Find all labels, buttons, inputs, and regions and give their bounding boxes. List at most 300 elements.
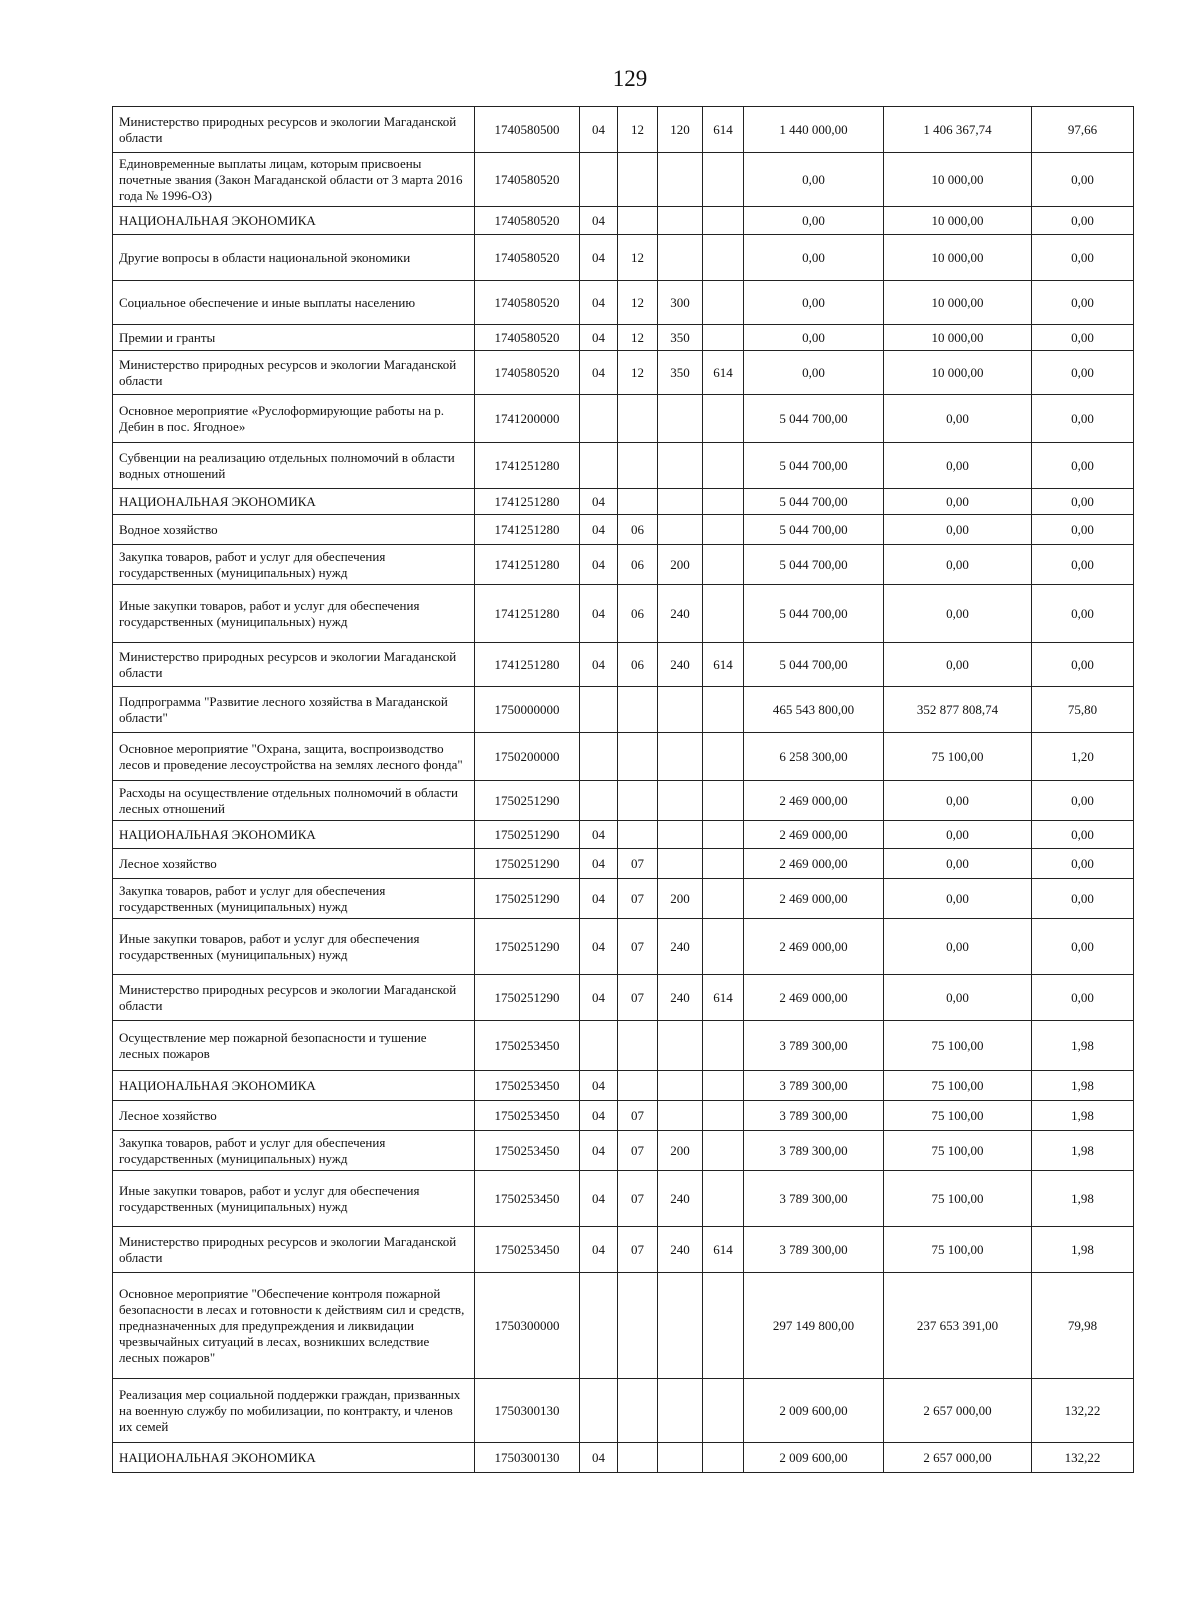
cell-plan-amount: 0,00: [744, 325, 884, 351]
cell-rz: [580, 781, 618, 821]
cell-percent: 0,00: [1032, 395, 1134, 443]
cell-grbs: [703, 919, 744, 975]
cell-rz: 04: [580, 545, 618, 585]
cell-vr: [658, 1443, 703, 1473]
cell-vr: 350: [658, 351, 703, 395]
cell-grbs: [703, 545, 744, 585]
cell-pr: [618, 1379, 658, 1443]
cell-plan-amount: 5 044 700,00: [744, 585, 884, 643]
cell-vr: 240: [658, 1227, 703, 1273]
cell-plan-amount: 2 469 000,00: [744, 781, 884, 821]
cell-csr: 1750251290: [475, 781, 580, 821]
cell-percent: 0,00: [1032, 443, 1134, 489]
cell-percent: 0,00: [1032, 207, 1134, 235]
cell-plan-amount: 3 789 300,00: [744, 1131, 884, 1171]
cell-percent: 0,00: [1032, 643, 1134, 687]
cell-plan-amount: 0,00: [744, 153, 884, 207]
page-number: 129: [612, 66, 648, 91]
cell-grbs: [703, 879, 744, 919]
table-row: [113, 235, 1134, 281]
cell-percent: 132,22: [1032, 1443, 1134, 1473]
row-name: Другие вопросы в области национальной экономики: [113, 235, 475, 281]
cell-executed-amount: 237 653 391,00: [884, 1273, 1032, 1379]
cell-percent: 0,00: [1032, 325, 1134, 351]
cell-executed-amount: 0,00: [884, 545, 1032, 585]
cell-vr: [658, 1379, 703, 1443]
table-row: [113, 545, 1134, 585]
cell-vr: [658, 1071, 703, 1101]
cell-percent: 0,00: [1032, 281, 1134, 325]
cell-percent: 79,98: [1032, 1273, 1134, 1379]
cell-pr: [618, 207, 658, 235]
table-row: [113, 281, 1134, 325]
cell-percent: 0,00: [1032, 545, 1134, 585]
cell-plan-amount: 5 044 700,00: [744, 515, 884, 545]
row-name: НАЦИОНАЛЬНАЯ ЭКОНОМИКА: [113, 207, 475, 235]
cell-pr: 06: [618, 643, 658, 687]
cell-pr: [618, 1443, 658, 1473]
cell-vr: [658, 395, 703, 443]
cell-grbs: 614: [703, 1227, 744, 1273]
table-row: [113, 687, 1134, 733]
cell-vr: [658, 733, 703, 781]
cell-executed-amount: 75 100,00: [884, 1171, 1032, 1227]
cell-executed-amount: 0,00: [884, 781, 1032, 821]
row-name: Иные закупки товаров, работ и услуг для обеспечения государственных (муниципальных) нужд: [113, 585, 475, 643]
cell-percent: 0,00: [1032, 585, 1134, 643]
cell-rz: 04: [580, 107, 618, 153]
cell-grbs: 614: [703, 351, 744, 395]
cell-executed-amount: 75 100,00: [884, 733, 1032, 781]
table-row: [113, 325, 1134, 351]
cell-vr: [658, 781, 703, 821]
row-name: Реализация мер социальной поддержки граждан, призванных на военную службу по мобилизации, по контракту, и членов их семей: [113, 1379, 475, 1443]
cell-plan-amount: 5 044 700,00: [744, 545, 884, 585]
cell-executed-amount: 2 657 000,00: [884, 1443, 1032, 1473]
row-name: Основное мероприятие "Обеспечение контроля пожарной безопасности в лесах и готовности к действиям сил и средств, предназначенных для предупреждения и ликвидации чрезвычайных ситуаций в лесах, возникших вследствие лесных пожаров": [113, 1273, 475, 1379]
cell-csr: 1750253450: [475, 1071, 580, 1101]
cell-executed-amount: 1 406 367,74: [884, 107, 1032, 153]
cell-plan-amount: 0,00: [744, 281, 884, 325]
cell-csr: 1750253450: [475, 1021, 580, 1071]
cell-plan-amount: 3 789 300,00: [744, 1021, 884, 1071]
row-name: НАЦИОНАЛЬНАЯ ЭКОНОМИКА: [113, 489, 475, 515]
cell-pr: [618, 687, 658, 733]
table-row: [113, 849, 1134, 879]
cell-vr: [658, 235, 703, 281]
cell-executed-amount: 0,00: [884, 585, 1032, 643]
cell-rz: [580, 1021, 618, 1071]
table-row: [113, 879, 1134, 919]
table-row: [113, 207, 1134, 235]
cell-csr: 1750300130: [475, 1443, 580, 1473]
cell-csr: 1740580520: [475, 351, 580, 395]
cell-pr: 07: [618, 849, 658, 879]
cell-percent: 1,20: [1032, 733, 1134, 781]
cell-pr: 07: [618, 975, 658, 1021]
table-row: [113, 733, 1134, 781]
row-name: Закупка товаров, работ и услуг для обеспечения государственных (муниципальных) нужд: [113, 879, 475, 919]
cell-grbs: [703, 281, 744, 325]
cell-csr: 1750200000: [475, 733, 580, 781]
cell-rz: 04: [580, 1101, 618, 1131]
row-name: Субвенции на реализацию отдельных полномочий в области водных отношений: [113, 443, 475, 489]
table-row: [113, 975, 1134, 1021]
table-row: [113, 153, 1134, 207]
cell-executed-amount: 0,00: [884, 821, 1032, 849]
cell-grbs: [703, 585, 744, 643]
cell-vr: [658, 515, 703, 545]
cell-percent: 0,00: [1032, 489, 1134, 515]
table-row: [113, 395, 1134, 443]
cell-executed-amount: 75 100,00: [884, 1021, 1032, 1071]
cell-plan-amount: 465 543 800,00: [744, 687, 884, 733]
cell-plan-amount: 3 789 300,00: [744, 1171, 884, 1227]
cell-vr: 240: [658, 975, 703, 1021]
cell-grbs: [703, 1101, 744, 1131]
cell-percent: 0,00: [1032, 235, 1134, 281]
cell-percent: 1,98: [1032, 1021, 1134, 1071]
cell-pr: [618, 1071, 658, 1101]
cell-executed-amount: 10 000,00: [884, 153, 1032, 207]
cell-grbs: [703, 1443, 744, 1473]
cell-plan-amount: 3 789 300,00: [744, 1101, 884, 1131]
cell-grbs: [703, 1071, 744, 1101]
row-name: Единовременные выплаты лицам, которым присвоены почетные звания (Закон Магаданской области от 3 марта 2016 года № 1996-ОЗ): [113, 153, 475, 207]
cell-pr: 06: [618, 585, 658, 643]
cell-executed-amount: 0,00: [884, 515, 1032, 545]
cell-vr: 200: [658, 545, 703, 585]
cell-executed-amount: 10 000,00: [884, 281, 1032, 325]
table-row: [113, 1131, 1134, 1171]
cell-executed-amount: 0,00: [884, 849, 1032, 879]
table-row: [113, 1171, 1134, 1227]
cell-rz: 04: [580, 821, 618, 849]
cell-percent: 97,66: [1032, 107, 1134, 153]
cell-csr: 1740580500: [475, 107, 580, 153]
cell-vr: 240: [658, 919, 703, 975]
cell-rz: 04: [580, 325, 618, 351]
cell-rz: 04: [580, 351, 618, 395]
cell-rz: 04: [580, 1227, 618, 1273]
cell-plan-amount: 2 469 000,00: [744, 849, 884, 879]
table-row: [113, 919, 1134, 975]
row-name: Министерство природных ресурсов и экологии Магаданской области: [113, 107, 475, 153]
cell-grbs: [703, 325, 744, 351]
cell-vr: 240: [658, 1171, 703, 1227]
cell-percent: 1,98: [1032, 1101, 1134, 1131]
cell-executed-amount: 0,00: [884, 919, 1032, 975]
cell-executed-amount: 75 100,00: [884, 1071, 1032, 1101]
cell-pr: 06: [618, 515, 658, 545]
table-row: [113, 1379, 1134, 1443]
cell-csr: 1740580520: [475, 207, 580, 235]
cell-csr: 1750253450: [475, 1131, 580, 1171]
table-row: [113, 585, 1134, 643]
cell-percent: 132,22: [1032, 1379, 1134, 1443]
cell-pr: [618, 443, 658, 489]
cell-grbs: [703, 1131, 744, 1171]
cell-vr: 200: [658, 1131, 703, 1171]
cell-executed-amount: 75 100,00: [884, 1101, 1032, 1131]
row-name: Лесное хозяйство: [113, 1101, 475, 1131]
cell-vr: 120: [658, 107, 703, 153]
cell-rz: [580, 687, 618, 733]
cell-csr: 1741251280: [475, 643, 580, 687]
table-row: [113, 489, 1134, 515]
table-row: [113, 1021, 1134, 1071]
cell-pr: [618, 489, 658, 515]
table-row: [113, 821, 1134, 849]
cell-grbs: [703, 821, 744, 849]
cell-rz: [580, 153, 618, 207]
cell-percent: 1,98: [1032, 1071, 1134, 1101]
cell-csr: 1750251290: [475, 879, 580, 919]
cell-rz: 04: [580, 489, 618, 515]
cell-grbs: [703, 207, 744, 235]
cell-grbs: [703, 1379, 744, 1443]
table-row: [113, 1273, 1134, 1379]
cell-pr: [618, 1021, 658, 1071]
row-name: НАЦИОНАЛЬНАЯ ЭКОНОМИКА: [113, 1443, 475, 1473]
cell-plan-amount: 297 149 800,00: [744, 1273, 884, 1379]
cell-percent: 75,80: [1032, 687, 1134, 733]
cell-plan-amount: 2 009 600,00: [744, 1443, 884, 1473]
cell-rz: 04: [580, 585, 618, 643]
cell-executed-amount: 10 000,00: [884, 235, 1032, 281]
cell-executed-amount: 352 877 808,74: [884, 687, 1032, 733]
cell-pr: 12: [618, 107, 658, 153]
row-name: Осуществление мер пожарной безопасности и тушение лесных пожаров: [113, 1021, 475, 1071]
table-row: [113, 1071, 1134, 1101]
cell-rz: [580, 733, 618, 781]
cell-percent: 0,00: [1032, 975, 1134, 1021]
cell-grbs: [703, 515, 744, 545]
row-name: НАЦИОНАЛЬНАЯ ЭКОНОМИКА: [113, 1071, 475, 1101]
cell-percent: 0,00: [1032, 153, 1134, 207]
cell-executed-amount: 0,00: [884, 443, 1032, 489]
cell-pr: 12: [618, 351, 658, 395]
cell-plan-amount: 1 440 000,00: [744, 107, 884, 153]
cell-plan-amount: 2 009 600,00: [744, 1379, 884, 1443]
cell-plan-amount: 3 789 300,00: [744, 1227, 884, 1273]
cell-rz: 04: [580, 919, 618, 975]
cell-csr: 1750251290: [475, 975, 580, 1021]
cell-vr: [658, 443, 703, 489]
cell-grbs: 614: [703, 975, 744, 1021]
row-name: Основное мероприятие "Охрана, защита, воспроизводство лесов и проведение лесоустройства на землях лесного фонда": [113, 733, 475, 781]
cell-executed-amount: 75 100,00: [884, 1227, 1032, 1273]
cell-pr: [618, 153, 658, 207]
cell-rz: 04: [580, 1131, 618, 1171]
cell-percent: 0,00: [1032, 849, 1134, 879]
cell-grbs: [703, 443, 744, 489]
cell-rz: [580, 1273, 618, 1379]
cell-rz: 04: [580, 1443, 618, 1473]
cell-csr: 1741251280: [475, 545, 580, 585]
cell-pr: [618, 781, 658, 821]
cell-csr: 1741251280: [475, 489, 580, 515]
cell-vr: [658, 1101, 703, 1131]
cell-csr: 1740580520: [475, 281, 580, 325]
row-name: Лесное хозяйство: [113, 849, 475, 879]
row-name: Основное мероприятие «Руслоформирующие работы на р. Дебин в пос. Ягодное»: [113, 395, 475, 443]
cell-percent: 0,00: [1032, 919, 1134, 975]
cell-rz: 04: [580, 515, 618, 545]
cell-rz: [580, 395, 618, 443]
cell-pr: 07: [618, 1131, 658, 1171]
row-name: Подпрограмма "Развитие лесного хозяйства в Магаданской области": [113, 687, 475, 733]
cell-plan-amount: 6 258 300,00: [744, 733, 884, 781]
cell-pr: [618, 821, 658, 849]
cell-pr: [618, 733, 658, 781]
cell-csr: 1740580520: [475, 153, 580, 207]
cell-vr: 300: [658, 281, 703, 325]
cell-pr: 12: [618, 325, 658, 351]
row-name: Министерство природных ресурсов и экологии Магаданской области: [113, 643, 475, 687]
cell-pr: 07: [618, 879, 658, 919]
cell-vr: 200: [658, 879, 703, 919]
cell-pr: [618, 395, 658, 443]
cell-vr: [658, 1021, 703, 1071]
cell-grbs: [703, 489, 744, 515]
cell-plan-amount: 2 469 000,00: [744, 821, 884, 849]
cell-plan-amount: 2 469 000,00: [744, 919, 884, 975]
cell-grbs: [703, 781, 744, 821]
cell-csr: 1750251290: [475, 821, 580, 849]
row-name: НАЦИОНАЛЬНАЯ ЭКОНОМИКА: [113, 821, 475, 849]
cell-plan-amount: 5 044 700,00: [744, 443, 884, 489]
cell-executed-amount: 0,00: [884, 975, 1032, 1021]
row-name: Закупка товаров, работ и услуг для обеспечения государственных (муниципальных) нужд: [113, 1131, 475, 1171]
cell-csr: 1741200000: [475, 395, 580, 443]
cell-percent: 0,00: [1032, 821, 1134, 849]
cell-csr: 1741251280: [475, 585, 580, 643]
table-row: [113, 515, 1134, 545]
cell-csr: 1750251290: [475, 919, 580, 975]
cell-vr: [658, 849, 703, 879]
row-name: Иные закупки товаров, работ и услуг для обеспечения государственных (муниципальных) нужд: [113, 1171, 475, 1227]
table-row: [113, 107, 1134, 153]
cell-executed-amount: 0,00: [884, 643, 1032, 687]
cell-rz: 04: [580, 235, 618, 281]
cell-csr: 1750253450: [475, 1227, 580, 1273]
cell-pr: 07: [618, 1101, 658, 1131]
cell-rz: 04: [580, 207, 618, 235]
cell-rz: 04: [580, 975, 618, 1021]
row-name: Водное хозяйство: [113, 515, 475, 545]
table-row: [113, 1443, 1134, 1473]
cell-csr: 1750000000: [475, 687, 580, 733]
budget-table-body: [113, 107, 1134, 1473]
cell-rz: [580, 1379, 618, 1443]
cell-rz: 04: [580, 849, 618, 879]
cell-pr: 06: [618, 545, 658, 585]
cell-grbs: [703, 687, 744, 733]
table-row: [113, 781, 1134, 821]
cell-plan-amount: 0,00: [744, 351, 884, 395]
cell-pr: 12: [618, 281, 658, 325]
cell-plan-amount: 5 044 700,00: [744, 395, 884, 443]
cell-rz: 04: [580, 1071, 618, 1101]
cell-percent: 1,98: [1032, 1131, 1134, 1171]
row-name: Министерство природных ресурсов и экологии Магаданской области: [113, 975, 475, 1021]
cell-plan-amount: 5 044 700,00: [744, 643, 884, 687]
cell-executed-amount: 75 100,00: [884, 1131, 1032, 1171]
cell-executed-amount: 0,00: [884, 395, 1032, 443]
table-row: [113, 643, 1134, 687]
table-row: [113, 351, 1134, 395]
cell-vr: [658, 687, 703, 733]
cell-plan-amount: 2 469 000,00: [744, 879, 884, 919]
cell-percent: 1,98: [1032, 1227, 1134, 1273]
cell-rz: [580, 443, 618, 489]
cell-vr: [658, 207, 703, 235]
cell-csr: 1741251280: [475, 443, 580, 489]
row-name: Социальное обеспечение и иные выплаты населению: [113, 281, 475, 325]
cell-csr: 1750253450: [475, 1101, 580, 1131]
cell-plan-amount: 3 789 300,00: [744, 1071, 884, 1101]
cell-pr: [618, 1273, 658, 1379]
cell-grbs: [703, 849, 744, 879]
cell-executed-amount: 0,00: [884, 489, 1032, 515]
cell-vr: [658, 489, 703, 515]
row-name: Министерство природных ресурсов и экологии Магаданской области: [113, 351, 475, 395]
cell-vr: [658, 821, 703, 849]
cell-executed-amount: 10 000,00: [884, 207, 1032, 235]
cell-grbs: [703, 153, 744, 207]
cell-grbs: [703, 1021, 744, 1071]
cell-percent: 0,00: [1032, 515, 1134, 545]
cell-vr: 350: [658, 325, 703, 351]
cell-csr: 1750253450: [475, 1171, 580, 1227]
cell-grbs: [703, 1273, 744, 1379]
cell-percent: 0,00: [1032, 351, 1134, 395]
row-name: Расходы на осуществление отдельных полномочий в области лесных отношений: [113, 781, 475, 821]
cell-rz: 04: [580, 643, 618, 687]
cell-plan-amount: 0,00: [744, 207, 884, 235]
cell-executed-amount: 0,00: [884, 879, 1032, 919]
cell-grbs: [703, 733, 744, 781]
cell-csr: 1750251290: [475, 849, 580, 879]
cell-percent: 0,00: [1032, 879, 1134, 919]
row-name: Премии и гранты: [113, 325, 475, 351]
cell-percent: 0,00: [1032, 781, 1134, 821]
cell-plan-amount: 5 044 700,00: [744, 489, 884, 515]
cell-rz: 04: [580, 281, 618, 325]
cell-csr: 1750300130: [475, 1379, 580, 1443]
cell-csr: 1740580520: [475, 235, 580, 281]
row-name: Иные закупки товаров, работ и услуг для обеспечения государственных (муниципальных) нужд: [113, 919, 475, 975]
cell-grbs: 614: [703, 107, 744, 153]
cell-csr: 1741251280: [475, 515, 580, 545]
cell-csr: 1740580520: [475, 325, 580, 351]
cell-grbs: [703, 395, 744, 443]
cell-pr: 07: [618, 1227, 658, 1273]
cell-vr: [658, 153, 703, 207]
cell-executed-amount: 2 657 000,00: [884, 1379, 1032, 1443]
cell-executed-amount: 10 000,00: [884, 325, 1032, 351]
cell-vr: 240: [658, 585, 703, 643]
cell-plan-amount: 0,00: [744, 235, 884, 281]
cell-grbs: [703, 235, 744, 281]
cell-percent: 1,98: [1032, 1171, 1134, 1227]
cell-pr: 07: [618, 919, 658, 975]
cell-pr: 07: [618, 1171, 658, 1227]
cell-plan-amount: 2 469 000,00: [744, 975, 884, 1021]
cell-vr: [658, 1273, 703, 1379]
cell-rz: 04: [580, 879, 618, 919]
